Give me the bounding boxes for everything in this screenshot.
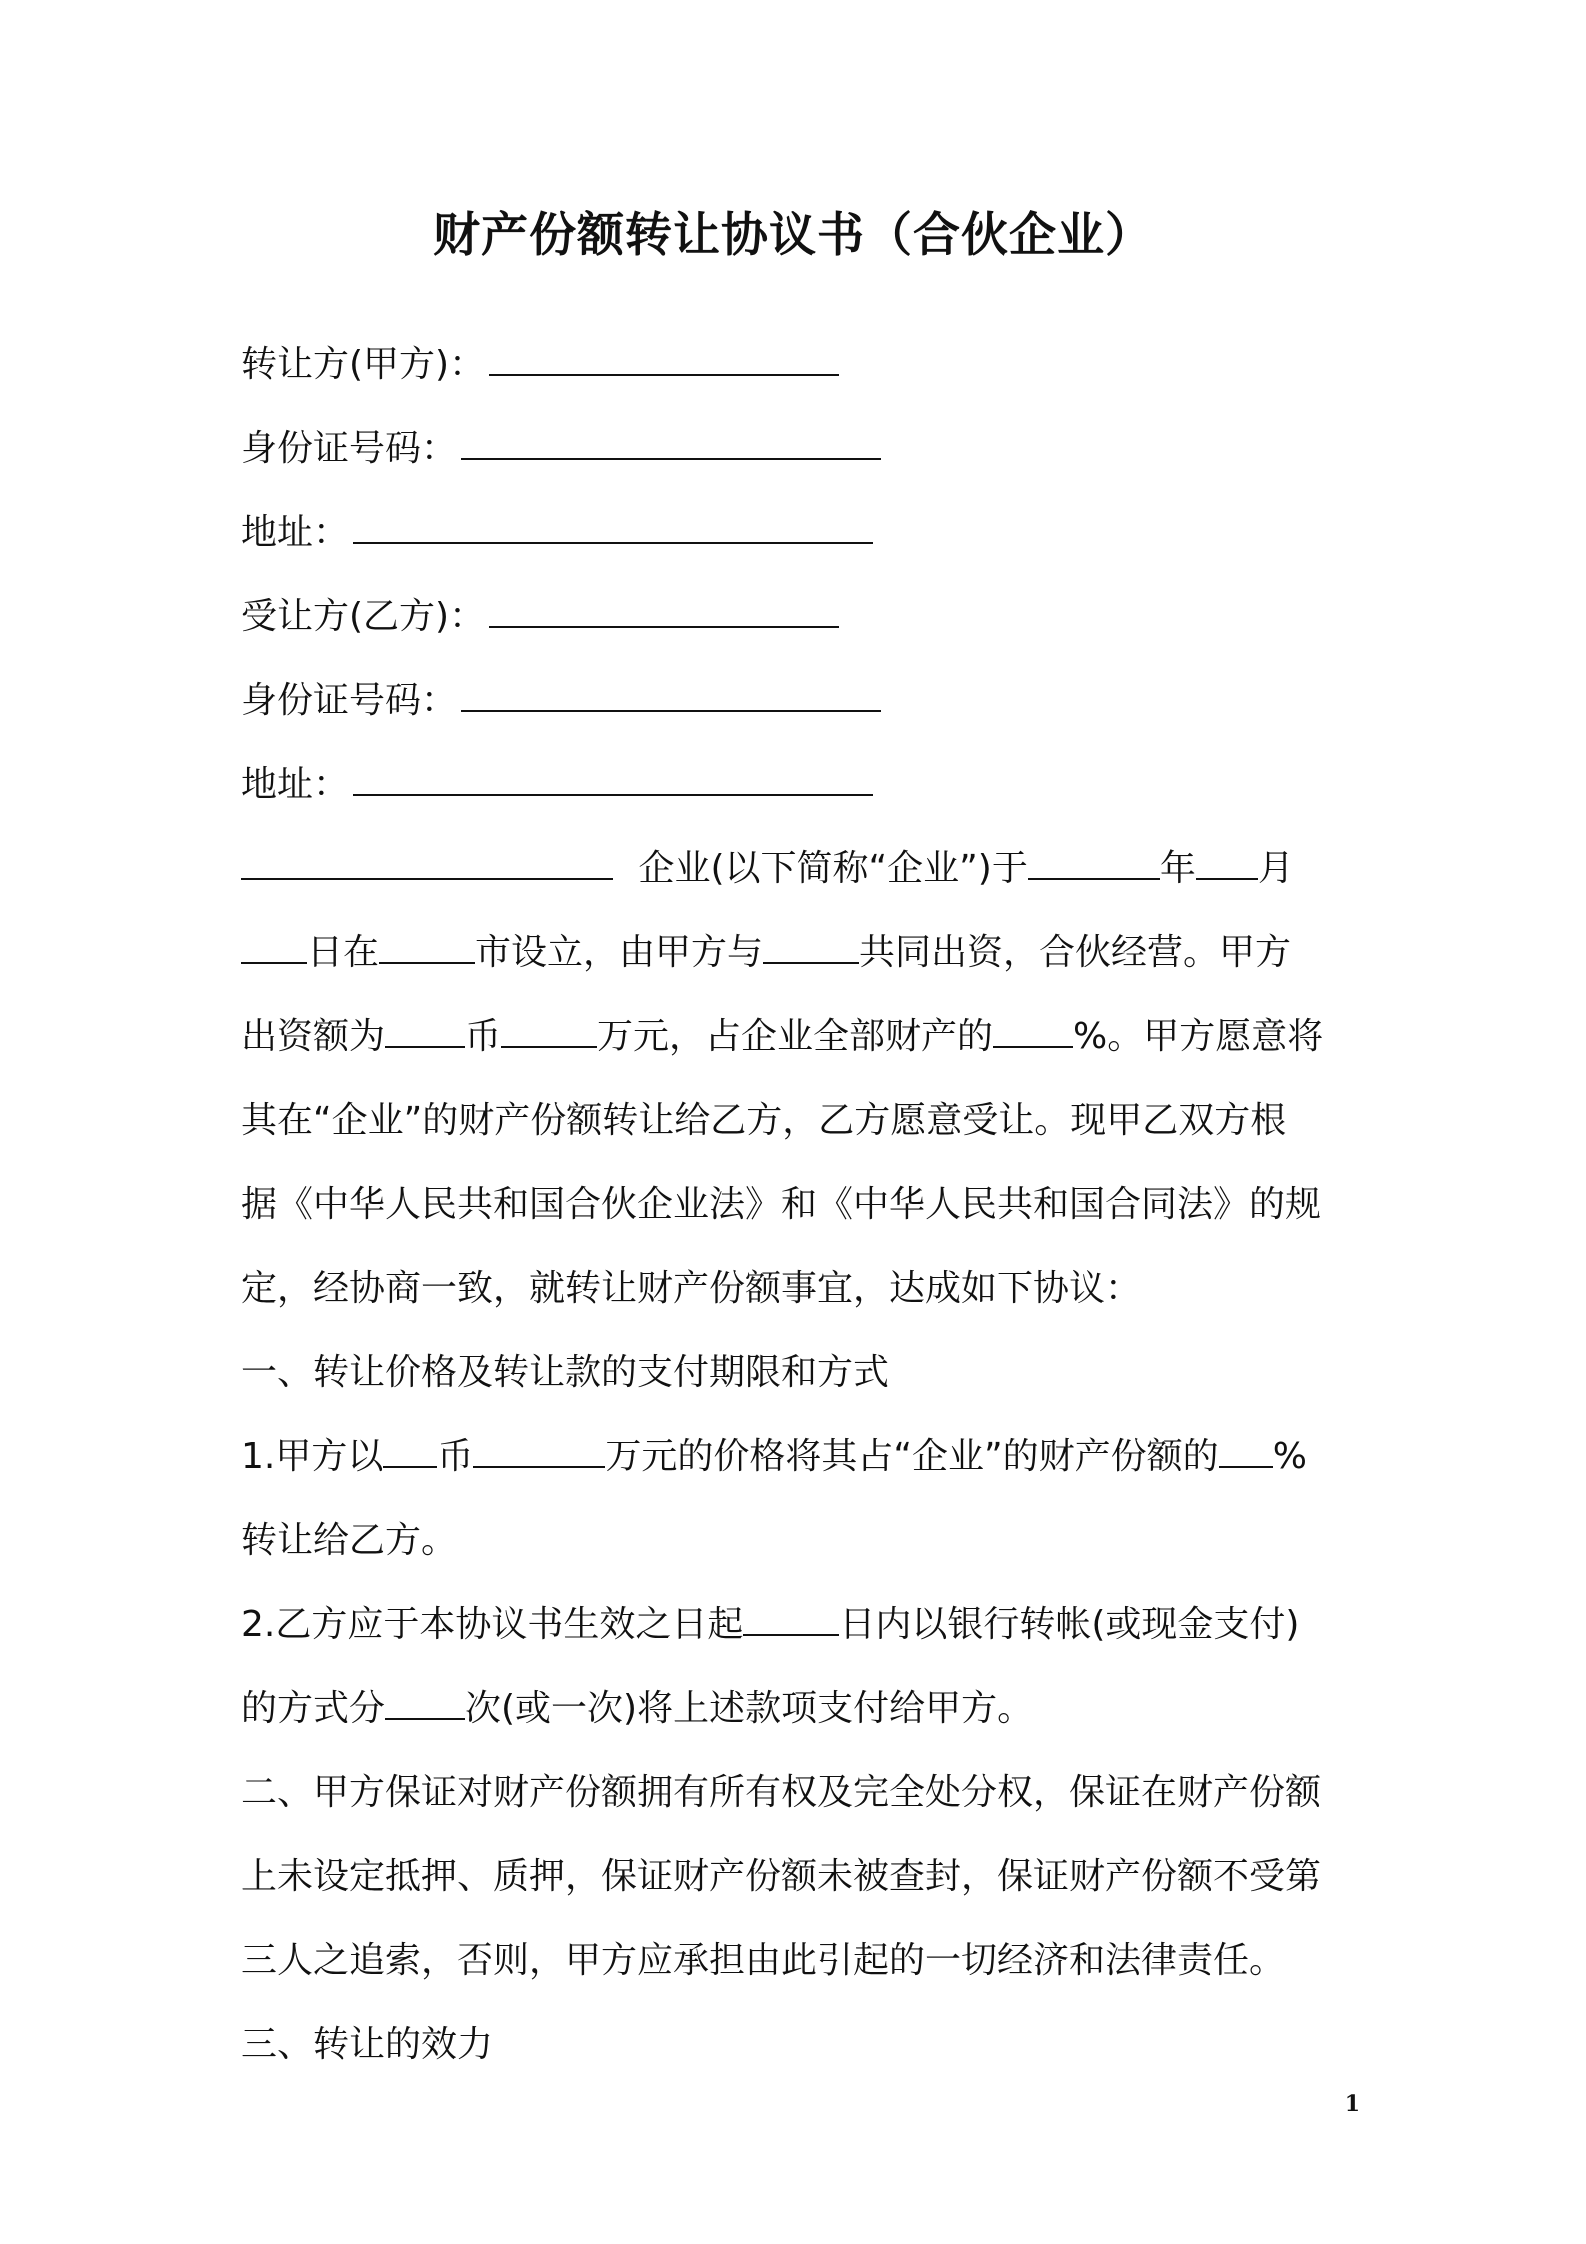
preamble-line-3 <box>241 1012 1323 1062</box>
preamble-text: 出资额为 <box>241 1016 386 1057</box>
clause-1-line-2: 转让给乙方。 <box>241 1520 458 1561</box>
transferee-id-blank <box>461 676 881 712</box>
installments-blank <box>385 1684 465 1720</box>
clause-text: 万元的价格将其占“企业”的财产份额的 <box>605 1436 1219 1477</box>
clause-2-line-2 <box>241 1684 1033 1734</box>
transferor-id-blank <box>461 424 881 460</box>
page-number: 1 <box>1344 2091 1360 2117</box>
year-blank <box>1028 844 1160 880</box>
transferor-line <box>241 340 839 390</box>
transferor-address-label: 地址： <box>241 512 350 553</box>
capital-amount-blank <box>501 1012 597 1048</box>
currency-blank <box>383 1432 437 1468</box>
percent-blank <box>993 1012 1073 1048</box>
transferee-address-blank <box>353 760 873 796</box>
section-2-line-1: 二、甲方保证对财产份额拥有所有权及完全处分权，保证在财产份额 <box>241 1772 1322 1813</box>
preamble-text: 币 <box>465 1016 502 1057</box>
day-blank <box>241 928 307 964</box>
section-1-heading: 一、转让价格及转让款的支付期限和方式 <box>241 1352 890 1393</box>
days-blank <box>743 1600 839 1636</box>
transferor-id-label: 身份证号码： <box>241 428 458 469</box>
preamble-line-2 <box>241 928 1291 978</box>
transferee-address-label: 地址： <box>241 764 350 805</box>
clause-2-line-1 <box>241 1600 1299 1650</box>
transferor-address-blank <box>353 508 873 544</box>
enterprise-name-blank <box>241 844 613 880</box>
month-blank <box>1196 844 1258 880</box>
clause-1-line-1 <box>241 1432 1307 1482</box>
preamble-text: %。甲方愿意将 <box>1073 1016 1324 1057</box>
section-2-line-3: 三人之追索，否则，甲方应承担由此引起的一切经济和法律责任。 <box>241 1940 1286 1981</box>
currency-blank <box>385 1012 465 1048</box>
clause-text: 次(或一次)将上述款项支付给甲方。 <box>465 1688 1034 1729</box>
preamble-text: 年 <box>1159 848 1196 889</box>
preamble-line-1 <box>241 844 1294 894</box>
clause-text: 币 <box>437 1436 474 1477</box>
share-percent-blank <box>1219 1432 1273 1468</box>
preamble-text: 市设立，由甲方与 <box>475 932 764 973</box>
transferee-blank <box>489 592 839 628</box>
document-title: 财产份额转让协议书（合伙企业） <box>433 208 1153 263</box>
transferee-address-line <box>241 760 873 810</box>
transferee-id-label: 身份证号码： <box>241 680 458 721</box>
preamble-line-6: 定，经协商一致，就转让财产份额事宜，达成如下协议： <box>241 1268 1142 1309</box>
preamble-text: 万元，占企业全部财产的 <box>597 1016 994 1057</box>
clause-text: 1.甲方以 <box>241 1436 384 1477</box>
partner-blank <box>763 928 859 964</box>
transferee-id-line <box>241 676 881 726</box>
price-blank <box>473 1432 605 1468</box>
clause-text: 的方式分 <box>241 1688 386 1729</box>
clause-text: 日内以银行转帐(或现金支付) <box>839 1604 1300 1645</box>
city-blank <box>379 928 475 964</box>
section-2-line-2: 上未设定抵押、质押，保证财产份额未被查封，保证财产份额不受第 <box>241 1856 1322 1897</box>
preamble-line-5: 据《中华人民共和国合伙企业法》和《中华人民共和国合同法》的规 <box>241 1184 1322 1225</box>
transferee-line <box>241 592 839 642</box>
transferee-label: 受让方(乙方)： <box>241 596 486 637</box>
section-3-heading: 三、转让的效力 <box>241 2024 494 2065</box>
preamble-line-4: 其在“企业”的财产份额转让给乙方，乙方愿意受让。现甲乙双方根 <box>241 1100 1287 1141</box>
transferor-id-line <box>241 424 881 474</box>
clause-text: 2.乙方应于本协议书生效之日起 <box>241 1604 744 1645</box>
transferor-blank <box>489 340 839 376</box>
preamble-text: 月 <box>1257 848 1294 889</box>
transferor-label: 转让方(甲方)： <box>241 344 486 385</box>
preamble-text: 企业(以下简称“企业”)于 <box>638 848 1028 889</box>
preamble-text: 共同出资，合伙经营。甲方 <box>859 932 1292 973</box>
clause-text: % <box>1272 1436 1307 1477</box>
preamble-text: 日在 <box>307 932 380 973</box>
transferor-address-line <box>241 508 873 558</box>
